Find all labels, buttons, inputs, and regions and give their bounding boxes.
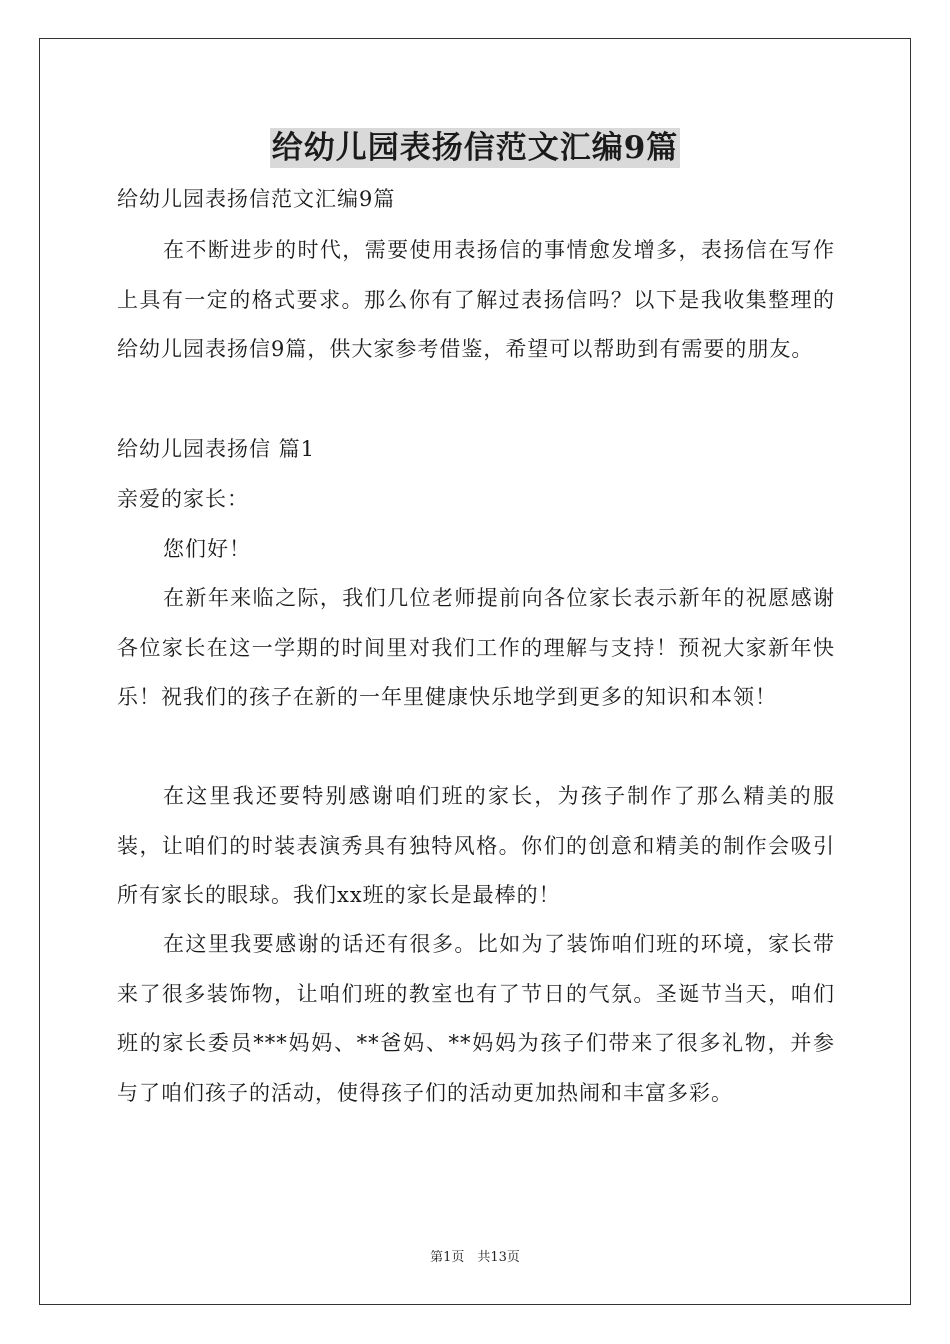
salutation: 亲爱的家长： bbox=[117, 487, 249, 511]
subtitle-line: 给幼儿园表扬信范文汇编9篇 bbox=[117, 187, 396, 211]
section-heading: 给幼儿园表扬信 篇1 bbox=[117, 437, 316, 461]
body-paragraph-3: 在这里我要感谢的话还有很多。比如为了装饰咱们班的环境，家长带来了很多装饰物，让咱们班的教室也有了节日的气氛。圣诞节当天，咱们班的家长委员***妈妈、**爸妈、**妈妈为孩子们带来了很多礼物，并参与了咱们孩子的活动，使得孩子们的活动更加热闹和丰富多彩。 bbox=[117, 932, 835, 1105]
greeting: 您们好！ bbox=[163, 537, 251, 561]
intro-paragraph: 在不断进步的时代，需要使用表扬信的事情愈发增多，表扬信在写作上具有一定的格式要求。那么你有了解过表扬信吗？以下是我收集整理的给幼儿园表扬信9篇，供大家参考借鉴，希望可以帮助到有需要的朋友。 bbox=[117, 238, 835, 361]
page-footer: 第1页 共13页 bbox=[430, 1250, 520, 1265]
document-title: 给幼儿园表扬信范文汇编9篇 bbox=[271, 130, 679, 166]
title-container bbox=[0, 128, 950, 168]
body-paragraph-1: 在新年来临之际，我们几位老师提前向各位家长表示新年的祝愿感谢各位家长在这一学期的时间里对我们工作的理解与支持！预祝大家新年快乐！祝我们的孩子在新的一年里健康快乐地学到更多的知识和本领！ bbox=[117, 586, 835, 709]
body-paragraph-2: 在这里我还要特别感谢咱们班的家长，为孩子制作了那么精美的服装，让咱们的时装表演秀具有独特风格。你们的创意和精美的制作会吸引所有家长的眼球。我们xx班的家长是最棒的！ bbox=[117, 784, 835, 907]
